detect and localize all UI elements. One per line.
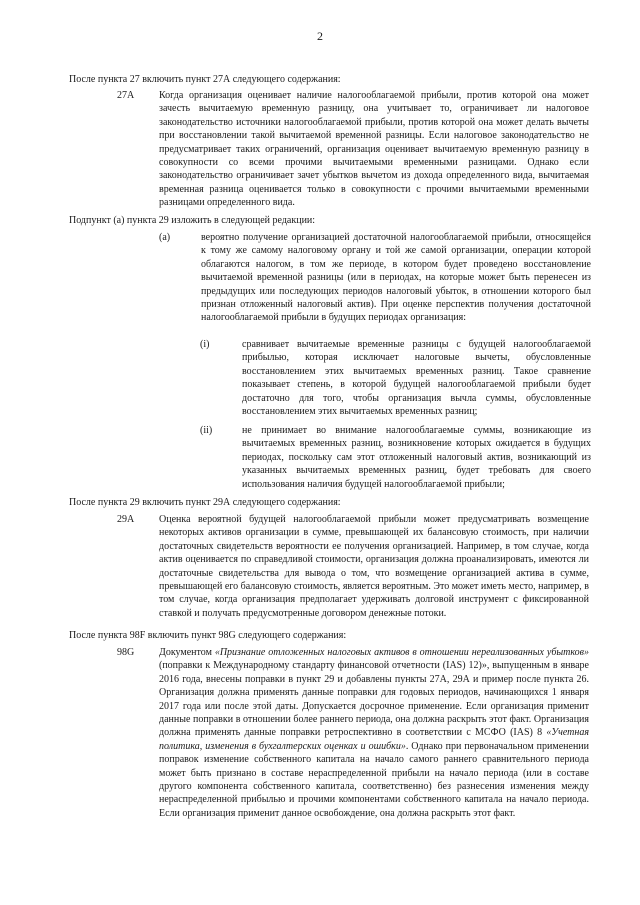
paragraph-29b-text: Оценка вероятной будущей налогооблагаемой прибыли может предусматривать возмещение некоторых активов организации в сумме, превышающей их балансовую стоимость, при наличии достаточных свидетельств вероятности ее получения организацией. Например, в том случае, когда актив оценивается по справедливой стоимости, организация должна проанализировать, имеются ли достаточные свидетельства для вывода о том, что возмещение организацией актива в сумме, превышающей его балансовую стоимость, является вероятным. Это может иметь место, например, в том случае, когда организация предполагает удерживать долговой инструмент с фиксированной ставкой и получать предусмотренные договором денежные потоки. <box>159 514 589 619</box>
page-number: 2 <box>317 29 323 43</box>
subparagraph-29a-text: вероятно получение организацией достаточной налогооблагаемой прибыли, относящейся к тому же самому налоговому органу и той же самой организации, операции которой облагаются налогом, в том же периоде, в котором будет проведено восстановление вычитаемой временной разницы (или в периодах, на которые может быть перенесен из предыдущих или последующих периодов налоговый убыток, в отношении которого был признан отложенный налоговый актив). При оценке перспектив получения достаточной налогооблагаемой прибыли в будущих периодах организация: <box>201 232 591 324</box>
paragraph-29b-number: 29А <box>117 514 135 525</box>
paragraph-29b-intro: После пункта 29 включить пункт 29А следующего содержания: <box>69 497 341 508</box>
paragraph-29a-intro: Подпункт (а) пункта 29 изложить в следующей редакции: <box>69 215 316 226</box>
paragraph-98g-italic-title-1: «Признание отложенных налоговых активов в отношении нереализованных убытков» <box>214 647 589 658</box>
paragraph-98g-text <box>159 646 589 820</box>
paragraph-27a-intro: После пункта 27 включить пункт 27А следующего содержания: <box>69 74 341 85</box>
paragraph-98g-part1: Документом <box>159 647 215 658</box>
paragraph-27a-number: 27А <box>117 90 135 101</box>
paragraph-98g-italic-title-2: «Учетная политика, изменения в бухгалтерских оценках и ошибки» <box>159 727 589 752</box>
item-i-label: (i) <box>200 339 210 350</box>
paragraph-98g-part3: . Однако при первоначальном применении поправок изменение собственного капитала на начало самого раннего сравнительного периода может быть признано в составе нераспределенной прибыли на начало периода (или в составе другого компонента собственного капитала, соответственно) без разнесения изменения между нераспределенной прибылью и прочими компонентами собственного капитала на начало периода. Если организация применит данное освобождение, она должна раскрыть этот факт. <box>159 740 589 819</box>
paragraph-98g-number: 98G <box>117 647 135 658</box>
item-ii-label: (ii) <box>200 425 213 436</box>
item-ii-text: не принимает во внимание налогооблагаемые суммы, возникающие из вычитаемых временных разниц, возникновение которых ожидается в будущих периодах, поскольку сам этот отложенный налоговый актив, возникающий из указанных вычитаемых временных разниц, будет требовать для своего использования наличия будущей налогооблагаемой прибыли; <box>242 425 591 490</box>
paragraph-98g-intro: После пункта 98F включить пункт 98G следующего содержания: <box>69 630 347 641</box>
paragraph-98g-part2: (поправки к Международному стандарту финансовой отчетности (IAS) 12)», выпущенным в январе 2016 года, внесены поправки в пункт 29 и добавлены пункты 27А, 29А и пример после пункта 26. Организация должна применять данные поправки для годовых периодов, начинающихся 1 января 2017 года или после этой даты. Допускается досрочное применение. Если организация применит данные поправки в отношении более раннего периода, она должна раскрыть этот факт. Организация должна применять данные поправки ретроспективно в соответствии с МСФО (IAS) 8 <box>159 660 589 739</box>
paragraph-27a-text: Когда организация оценивает наличие налогооблагаемой прибыли, против которой она может зачесть вычитаемую временную разницу, она учитывает то, ограничивает ли налоговое законодательство источники налогооблагаемой прибыли, против которой она может делать вычеты при восстановлении такой вычитаемой временной разницы. Если налоговое законодательство не предусматривает таких ограничений, организация оценивает вычитаемую временную разницу в совокупности со всеми прочими вычитаемыми временными разницами. Однако если законодательство ограничивает зачет убытков вычетом из дохода определенного вида, вычитаемая временная разница оценивается только в совокупности с прочими вычитаемыми временными разницами определенного вида. <box>159 90 589 209</box>
subparagraph-29a-label: (а) <box>159 232 171 243</box>
item-i-text: сравнивает вычитаемые временные разницы с будущей налогооблагаемой прибылью, которая исключает налоговые вычеты, обусловленные восстановлением этих вычитаемых временных разниц. Такое сравнение показывает степень, в которой будущей налогооблагаемой прибыли будет достаточно для того, чтобы организация вычла суммы, обусловленные восстановлением этих вычитаемых временных разниц; <box>242 339 591 418</box>
